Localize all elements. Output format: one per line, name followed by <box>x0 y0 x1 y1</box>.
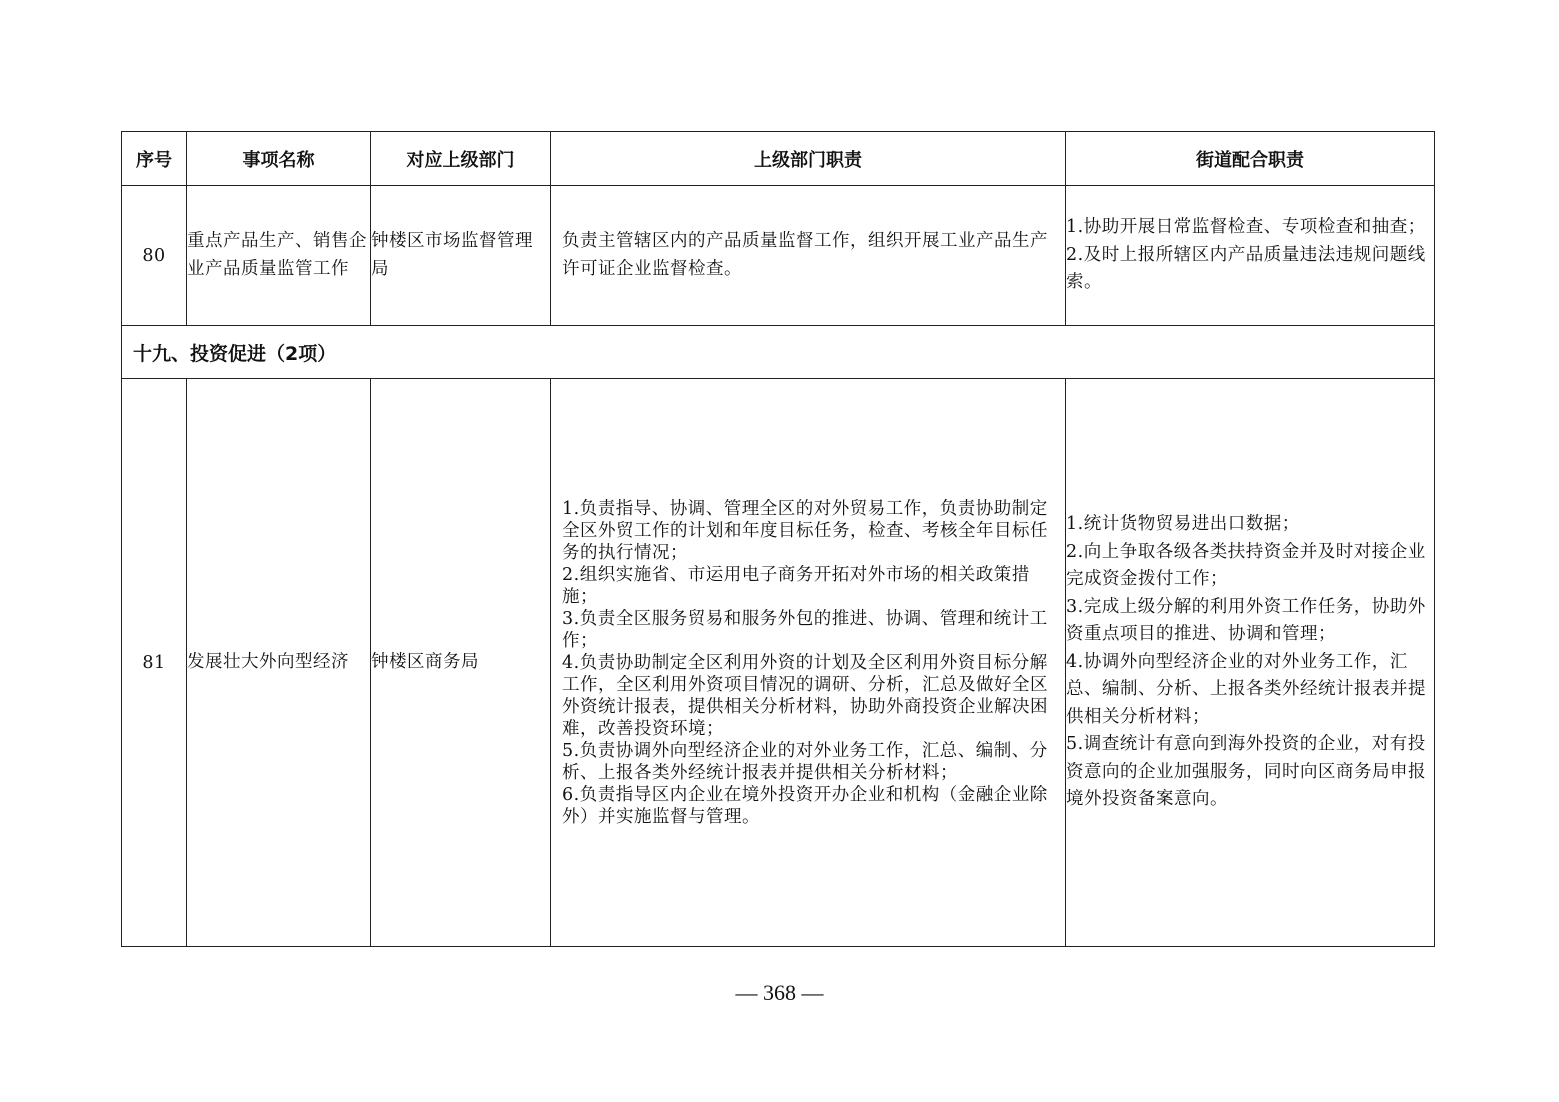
table-header-row <box>122 132 1435 186</box>
row81-street-duty: 1.统计货物贸易进出口数据； 2.向上争取各级各类扶持资金并及时对接企业完成资金拨付工作； 3.完成上级分解的利用外资工作任务，协助外资重点项目的推进、协调和管理； 4.协调外向型经济企业的对外业务工作，汇总、编制、分析、上报各类外经统计报表并提供相关分析材料； 5.调查统计有意向到海外投资的企业，对有投资意向的企业加强服务，同时向区商务局申报境外投资备案意向。 <box>1066 379 1435 947</box>
row81-superior-dept: 钟楼区商务局 <box>371 379 551 947</box>
row80-superior-duty: 负责主管辖区内的产品质量监督工作，组织开展工业产品生产许可证企业监督检查。 <box>551 186 1066 326</box>
section-title: 十九、投资促进（2项） <box>122 326 1435 379</box>
table-row <box>122 186 1435 326</box>
row80-item-name: 重点产品生产、销售企业产品质量监管工作 <box>187 186 371 326</box>
section-row <box>122 326 1435 379</box>
header-serial-no: 序号 <box>122 132 187 186</box>
header-superior-duty: 上级部门职责 <box>551 132 1066 186</box>
row80-superior-dept: 钟楼区市场监督管理局 <box>371 186 551 326</box>
duty-table <box>121 131 1435 947</box>
row81-item-name: 发展壮大外向型经济 <box>187 379 371 947</box>
header-item-name: 事项名称 <box>187 132 371 186</box>
row80-serial-no: 80 <box>122 186 187 326</box>
page-number: — 368 — <box>735 980 824 1005</box>
row80-street-duty: 1.协助开展日常监督检查、专项检查和抽查； 2.及时上报所辖区内产品质量违法违规问题线索。 <box>1066 186 1435 326</box>
header-superior-dept: 对应上级部门 <box>371 132 551 186</box>
row81-superior-duty: 1.负责指导、协调、管理全区的对外贸易工作，负责协助制定全区外贸工作的计划和年度目标任务，检查、考核全年目标任务的执行情况； 2.组织实施省、市运用电子商务开拓对外市场的相关政策措施； 3.负责全区服务贸易和服务外包的推进、协调、管理和统计工作； 4.负责协助制定全区利用外资的计划及全区利用外资目标分解工作，全区利用外资项目情况的调研、分析，汇总及做好全区外资统计报表，提供相关分析材料，协助外商投资企业解决困难，改善投资环境； 5.负责协调外向型经济企业的对外业务工作，汇总、编制、分析、上报各类外经统计报表并提供相关分析材料； 6.负责指导区内企业在境外投资开办企业和机构（金融企业除外）并实施监督与管理。 <box>551 379 1066 947</box>
row81-serial-no: 81 <box>122 379 187 947</box>
header-street-duty: 街道配合职责 <box>1066 132 1435 186</box>
table-row <box>122 379 1435 947</box>
